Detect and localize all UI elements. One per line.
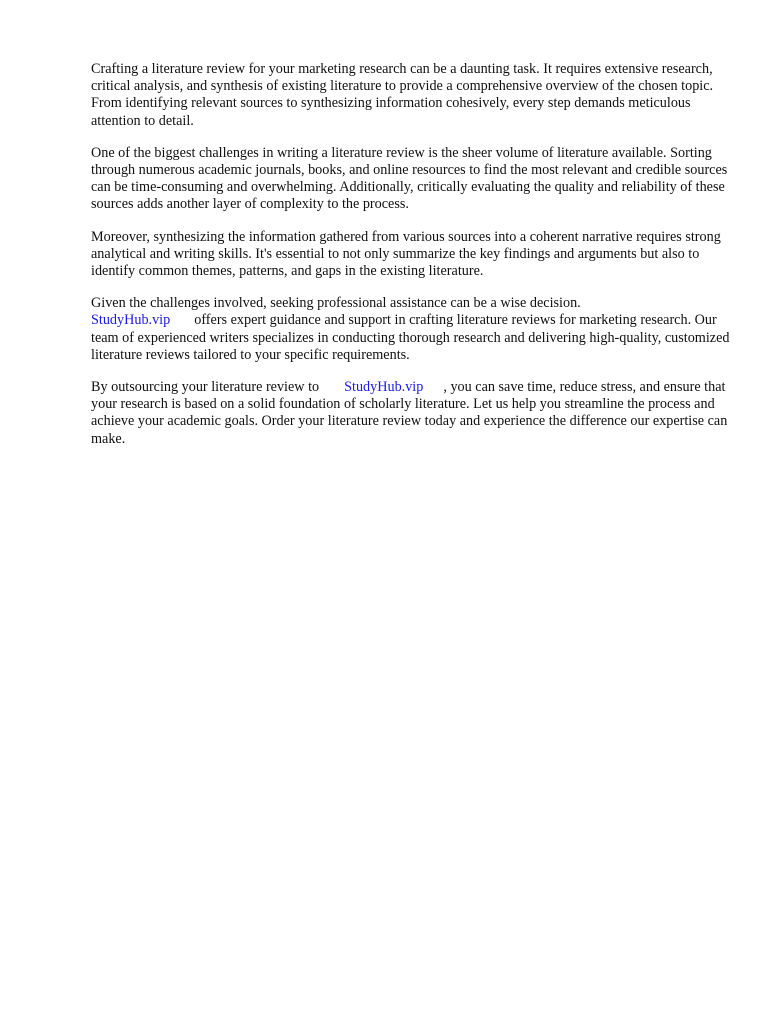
paragraph-outsourcing-lead: By outsourcing your literature review to (91, 379, 320, 396)
paragraph-synthesis: Moreover, synthesizing the information gathered from various sources into a coherent narrative requires strong analytical and writing skills. It's essential to not only summarize the key findings and arguments but also to identify common themes, patterns, and gaps in the existing literature. (91, 228, 721, 280)
paragraph-outsourcing-rest: , you can save time, reduce stress, and ensure that your research is based on a solid foundation of scholarly literature. Let us help you streamline the process and achieve your academic goals. Order your literature review today and experience the difference our expertise can make. (91, 379, 728, 447)
paragraph-intro: Crafting a literature review for your marketing research can be a daunting task. It requires extensive research, critical analysis, and synthesis of existing literature to provide a comprehensive overview of the chosen topic. From identifying relevant sources to synthesizing information cohesively, every step demands meticulous attention to detail. (91, 61, 714, 129)
paragraph-assistance (91, 295, 731, 364)
paragraph-assistance-lead: Given the challenges involved, seeking professional assistance can be a wise decision. (91, 295, 581, 312)
paragraph-assistance-rest: offers expert guidance and support in crafting literature reviews for marketing research. Our team of experienced writers specializes in conducting thorough research and delivering high-quality, customized literature reviews tailored to your specific requirements. (91, 312, 730, 363)
paragraph-outsourcing (91, 379, 731, 448)
studyhub-link[interactable]: StudyHub.vip (91, 312, 171, 329)
document-page (91, 61, 731, 463)
studyhub-link-2[interactable]: StudyHub.vip (344, 379, 424, 396)
paragraph-challenges: One of the biggest challenges in writing a literature review is the sheer volume of literature available. Sorting through numerous academic journals, books, and online resources to find the most relevant and credible sources can be time-consuming and overwhelming. Additionally, critically evaluating the quality and reliability of these sources adds another layer of complexity to the process. (91, 144, 728, 213)
